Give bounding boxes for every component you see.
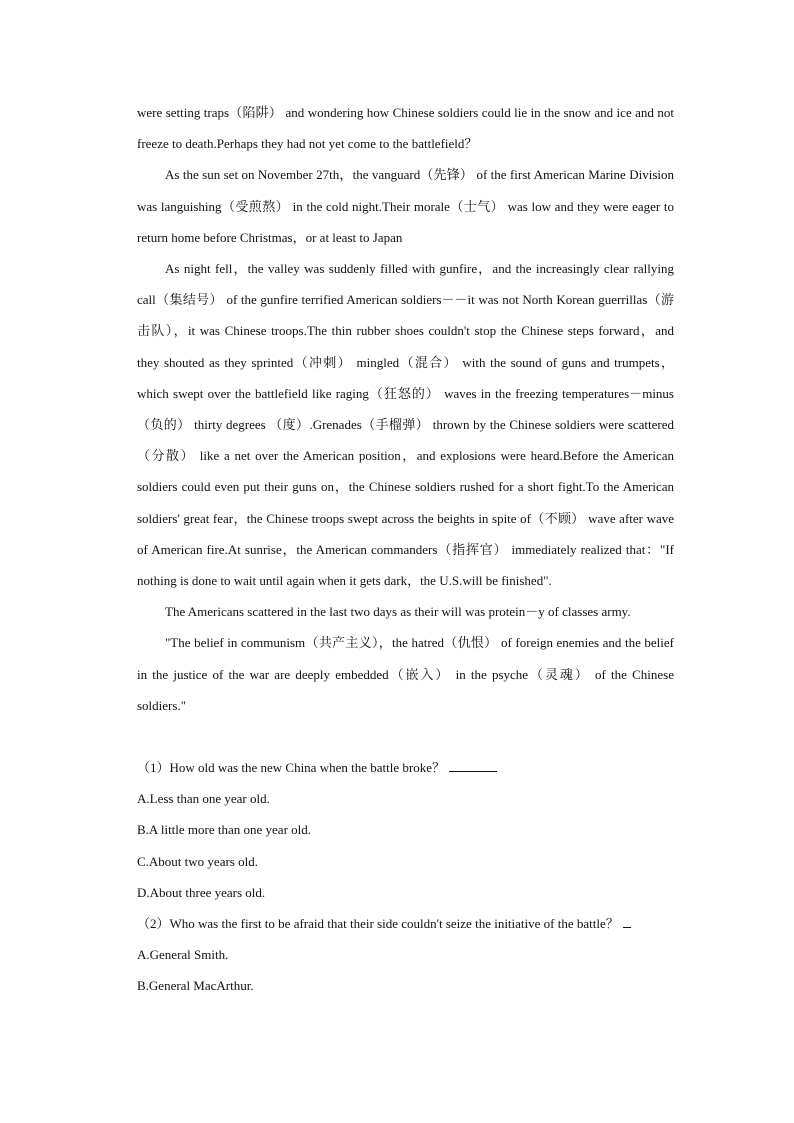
- question-2: [137, 908, 674, 939]
- passage-paragraph: The Americans scattered in the last two days as their will was protein－y of classes army.: [165, 604, 631, 620]
- option-b: B.A little more than one year old.: [137, 822, 312, 838]
- option-c: C.About two years old.: [137, 853, 258, 869]
- passage-paragraph: "The belief in communism（共产主义），the hatred（仇恨） of foreign enemies and the belief in the justice of the war are deeply embedded（嵌入） in the psyche（灵魂） of the Chinese soldiers.": [137, 635, 674, 713]
- answer-blank[interactable]: [623, 913, 631, 928]
- passage-paragraph: As the sun set on November 27th，the vanguard（先锋） of the first American Marine Division was languishing（受煎熬） in the cold night.Their morale（士气） was low and they were eager to return home before Christmas，or at least to Japan: [137, 167, 674, 245]
- passage-paragraph: were setting traps（陷阱） and wondering how Chinese soldiers could lie in the snow and ice and not freeze to death.Perhaps they had not yet come to the battlefield？: [137, 105, 674, 152]
- passage-paragraph: As night fell，the valley was suddenly filled with gunfire，and the increasingly clear rallying call（集结号） of the gunfire terrified American soldiers－－it was not North Korean guerrillas（游击队），it was Chinese troops.The thin rubber shoes couldn't stop the Chinese steps forward，and they shouted as they sprinted（冲刺） mingled（混合） with the sound of guns and trumpets，which swept over the battlefield like raging（狂怒的） waves in the freezing temperatures－minus（负的） thirty degrees （度）.Grenades（手榴弹） thrown by the Chinese soldiers were scattered（分散） like a net over the American position，and explosions were heard.Before the American soldiers could even put their guns on，the Chinese soldiers rushed for a short fight.To the American soldiers' great fear，the Chinese troops swept across the beights in spite of（不顾） wave after wave of American fire.At sunrise，the American commanders（指挥官） immediately realized that："If nothing is done to wait until again when it gets dark，the U.S.will be finished".: [137, 261, 674, 589]
- option-a: A.General Smith.: [137, 947, 229, 963]
- question-1: [137, 752, 674, 783]
- answer-blank[interactable]: [449, 757, 497, 772]
- document-content: [137, 97, 674, 1002]
- question-stem: （1）How old was the new China when the battle broke？: [137, 760, 445, 776]
- option-d: D.About three years old.: [137, 884, 266, 900]
- section-spacer: [137, 721, 674, 752]
- option-a: A.Less than one year old.: [137, 791, 270, 807]
- option-b: B.General MacArthur.: [137, 978, 254, 994]
- question-stem: （2）Who was the first to be afraid that their side couldn't seize the initiative of the battle？: [137, 916, 619, 932]
